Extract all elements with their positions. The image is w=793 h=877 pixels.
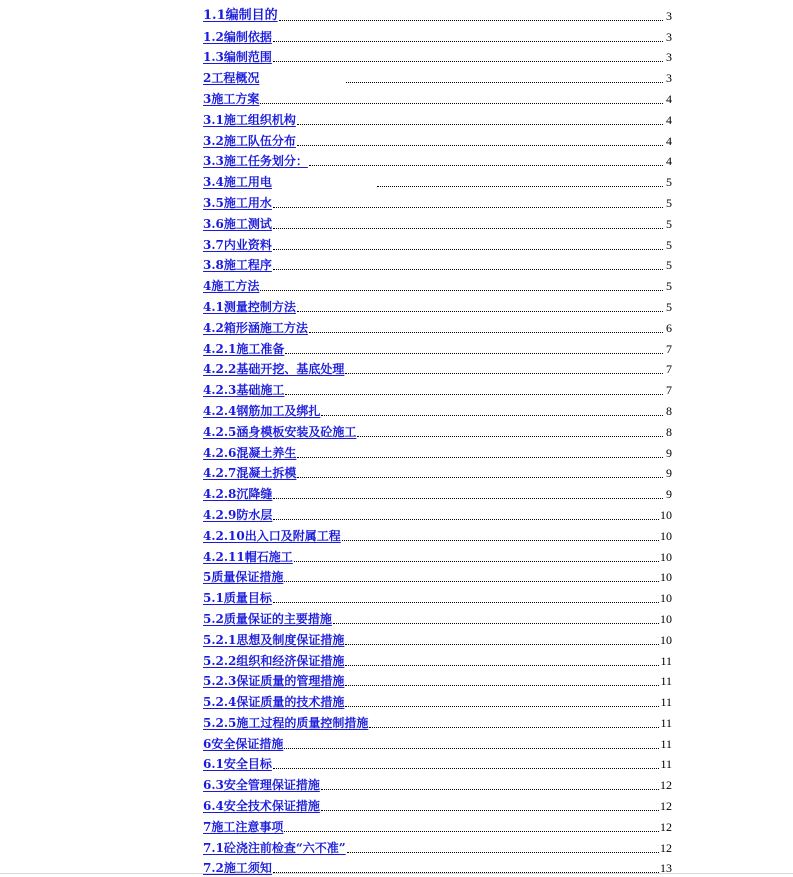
toc-entry-link[interactable]: 7.2施工须知 (203, 861, 272, 876)
dot-leader (294, 561, 659, 562)
toc-entry[interactable] (203, 253, 672, 274)
dot-leader (345, 665, 659, 666)
toc-entry[interactable] (203, 398, 672, 419)
toc-entry-link[interactable]: 5.2.3保证质量的管理措施 (203, 674, 345, 689)
dot-leader (347, 852, 659, 853)
dot-leader (285, 394, 663, 395)
toc-page-number: 7 (666, 383, 672, 398)
dot-leader (273, 228, 663, 229)
table-of-contents (203, 3, 672, 876)
toc-page-number: 7 (666, 341, 672, 356)
toc-page-number: 8 (666, 403, 672, 418)
toc-page-number: 5 (666, 299, 672, 314)
dot-leader (321, 810, 659, 811)
toc-entry[interactable] (203, 502, 672, 523)
toc-entry[interactable] (203, 648, 672, 669)
toc-entry[interactable] (203, 169, 672, 190)
dot-leader (321, 415, 663, 416)
toc-page-number: 11 (660, 736, 672, 751)
dot-leader (357, 436, 663, 437)
toc-entry-link[interactable]: 3.5施工用水 (203, 195, 272, 210)
toc-page-number: 5 (666, 216, 672, 231)
dot-leader (297, 145, 663, 146)
toc-entry[interactable] (203, 128, 672, 149)
toc-page-number: 6 (666, 320, 672, 335)
toc-entry[interactable] (203, 606, 672, 627)
toc-page-number: 10 (660, 611, 672, 626)
toc-entry[interactable] (203, 315, 672, 336)
toc-entry-link[interactable]: 3.1施工组织机构 (203, 112, 296, 127)
toc-entry[interactable] (203, 45, 672, 66)
dot-leader (297, 457, 663, 458)
dot-leader (342, 540, 659, 541)
toc-entry-link[interactable]: 4.2.7混凝土拆模 (203, 466, 297, 481)
toc-page-number: 9 (666, 466, 672, 481)
toc-page-number: 12 (660, 840, 672, 855)
dot-leader (273, 207, 663, 208)
toc-entry[interactable] (203, 440, 672, 461)
toc-page-number: 9 (666, 487, 672, 502)
toc-entry-link[interactable]: 3.7内业资料 (203, 237, 272, 252)
dot-leader (273, 269, 663, 270)
toc-entry[interactable] (203, 190, 672, 211)
toc-entry[interactable] (203, 149, 672, 170)
dot-leader (273, 61, 663, 62)
toc-page-number: 10 (660, 528, 672, 543)
dot-leader (297, 124, 663, 125)
toc-page-number: 13 (660, 861, 672, 876)
toc-entry-link[interactable]: 3.6施工测试 (203, 216, 272, 231)
dot-leader (369, 727, 659, 728)
toc-page-number: 5 (666, 175, 672, 190)
toc-entry-link[interactable]: 4.2.6混凝土养生 (203, 445, 297, 460)
toc-page-number: 5 (666, 258, 672, 273)
toc-entry-link[interactable]: 4.1测量控制方法 (203, 299, 296, 314)
dot-leader (345, 685, 659, 686)
dot-leader (284, 581, 659, 582)
toc-entry-link[interactable]: 3施工方案 (203, 91, 260, 106)
toc-entry-link[interactable]: 4.2.2基础开挖、基底处理 (203, 362, 345, 377)
toc-page-number: 11 (660, 653, 672, 668)
dot-leader (297, 311, 663, 312)
toc-entry-link[interactable]: 7施工注意事项 (203, 819, 284, 834)
toc-entry[interactable] (203, 772, 672, 793)
toc-entry-link[interactable]: 5.2.4保证质量的技术措施 (203, 695, 345, 710)
toc-entry[interactable] (203, 419, 672, 440)
toc-entry[interactable] (203, 544, 672, 565)
toc-page-number: 9 (666, 445, 672, 460)
toc-entry-link[interactable]: 1.2编制依据 (203, 29, 272, 44)
toc-entry-link[interactable]: 3.3施工任务划分： (203, 154, 308, 169)
dot-leader (273, 498, 663, 499)
toc-page-number: 8 (666, 424, 672, 439)
toc-entry-link[interactable]: 5.2.2组织和经济保证措施 (203, 653, 345, 668)
toc-page-number: 4 (666, 133, 672, 148)
toc-entry[interactable] (203, 86, 672, 107)
toc-page-number: 11 (660, 695, 672, 710)
toc-entry[interactable] (203, 835, 672, 856)
toc-entry[interactable] (203, 461, 672, 482)
toc-entry-link[interactable]: 6.4安全技术保证措施 (203, 799, 320, 814)
toc-page-number: 11 (660, 674, 672, 689)
toc-entry[interactable] (203, 669, 672, 690)
toc-page-number: 12 (660, 778, 672, 793)
toc-entry-link[interactable]: 4.2.1施工准备 (203, 341, 285, 356)
toc-page-number: 10 (660, 632, 672, 647)
toc-page-number: 4 (666, 112, 672, 127)
toc-entry-link[interactable]: 3.8施工程序 (203, 258, 272, 273)
toc-entry[interactable] (203, 731, 672, 752)
toc-entry[interactable] (203, 107, 672, 128)
dot-leader (345, 373, 663, 374)
toc-entry[interactable] (203, 793, 672, 814)
toc-entry-link[interactable]: 5.2质量保证的主要措施 (203, 611, 332, 626)
toc-entry[interactable] (203, 232, 672, 253)
toc-page-number: 10 (660, 507, 672, 522)
toc-entry-link[interactable]: 3.4施工用电 (203, 175, 272, 190)
page-bottom-rule (0, 873, 793, 874)
toc-entry-link[interactable]: 4.2箱形涵施工方法 (203, 320, 308, 335)
toc-entry[interactable] (203, 565, 672, 586)
toc-entry[interactable] (203, 585, 672, 606)
toc-page-number: 3 (666, 8, 672, 23)
toc-entry-link[interactable]: 4.2.11帽石施工 (203, 549, 293, 564)
toc-entry[interactable] (203, 211, 672, 232)
toc-entry[interactable] (203, 65, 672, 86)
toc-entry[interactable] (203, 710, 672, 731)
toc-entry[interactable] (203, 523, 672, 544)
toc-entry[interactable] (203, 3, 672, 24)
toc-page-number: 7 (666, 362, 672, 377)
toc-entry[interactable] (203, 273, 672, 294)
dot-leader (273, 249, 663, 250)
toc-page-number: 12 (660, 799, 672, 814)
toc-page-number: 11 (660, 757, 672, 772)
toc-entry-link[interactable]: 3.2施工队伍分布 (203, 133, 296, 148)
dot-leader (285, 353, 663, 354)
dot-leader (377, 186, 663, 187)
toc-entry-link[interactable]: 2工程概况 (203, 71, 260, 86)
dot-leader (260, 290, 663, 291)
toc-entry[interactable] (203, 689, 672, 710)
toc-page-number: 3 (666, 71, 672, 86)
toc-entry-link[interactable]: 4.2.10出入口及附属工程 (203, 528, 341, 543)
dot-leader (346, 82, 663, 83)
toc-entry-link[interactable]: 1.1编制目的 (203, 7, 278, 23)
dot-leader (273, 519, 659, 520)
toc-entry[interactable] (203, 627, 672, 648)
toc-entry-link[interactable]: 4.2.3基础施工 (203, 383, 285, 398)
toc-page-number: 5 (666, 195, 672, 210)
dot-leader (333, 623, 659, 624)
dot-leader (309, 165, 663, 166)
toc-page-number: 11 (660, 715, 672, 730)
toc-entry-link[interactable]: 4.2.8沉降缝 (203, 487, 273, 502)
toc-entry[interactable] (203, 336, 672, 357)
dot-leader (279, 20, 663, 21)
toc-entry[interactable] (203, 814, 672, 835)
toc-entry-link[interactable]: 4施工方法 (203, 279, 260, 294)
toc-page-number: 10 (660, 570, 672, 585)
toc-page-number: 10 (660, 549, 672, 564)
toc-page-number: 5 (666, 237, 672, 252)
dot-leader (297, 477, 663, 478)
toc-entry-link[interactable]: 6.3安全管理保证措施 (203, 778, 320, 793)
toc-entry-link[interactable]: 6.1安全目标 (203, 757, 272, 772)
dot-leader (309, 332, 663, 333)
toc-entry-link[interactable]: 4.2.5涵身模板安装及砼施工 (203, 424, 357, 439)
toc-entry-link[interactable]: 4.2.9防水层 (203, 507, 273, 522)
toc-page-number: 12 (660, 819, 672, 834)
toc-page-number: 4 (666, 91, 672, 106)
toc-entry-link[interactable]: 5.2.5施工过程的质量控制措施 (203, 715, 369, 730)
toc-page-number: 3 (666, 29, 672, 44)
dot-leader (321, 789, 659, 790)
toc-entry-link[interactable]: 6安全保证措施 (203, 736, 284, 751)
toc-entry-link[interactable]: 5.2.1思想及制度保证措施 (203, 632, 345, 647)
toc-entry[interactable] (203, 481, 672, 502)
toc-page-number: 3 (666, 50, 672, 65)
toc-entry[interactable] (203, 294, 672, 315)
toc-entry-link[interactable]: 5质量保证措施 (203, 570, 284, 585)
toc-entry[interactable] (203, 752, 672, 773)
dot-leader (284, 831, 659, 832)
dot-leader (273, 41, 663, 42)
toc-entry-link[interactable]: 1.3编制范围 (203, 50, 272, 65)
toc-entry[interactable] (203, 357, 672, 378)
toc-entry[interactable] (203, 24, 672, 45)
toc-page-number: 5 (666, 279, 672, 294)
dot-leader (273, 602, 659, 603)
dot-leader (345, 706, 659, 707)
toc-entry-link[interactable]: 4.2.4钢筋加工及绑扎 (203, 403, 321, 418)
dot-leader (260, 103, 663, 104)
toc-page-number: 10 (660, 591, 672, 606)
dot-leader (345, 644, 659, 645)
toc-page-number: 4 (666, 154, 672, 169)
toc-entry[interactable] (203, 377, 672, 398)
dot-leader (284, 748, 659, 749)
toc-entry-link[interactable]: 5.1质量目标 (203, 591, 272, 606)
toc-entry-link[interactable]: 7.1砼浇注前检查“六不准” (203, 840, 346, 855)
dot-leader (273, 768, 660, 769)
